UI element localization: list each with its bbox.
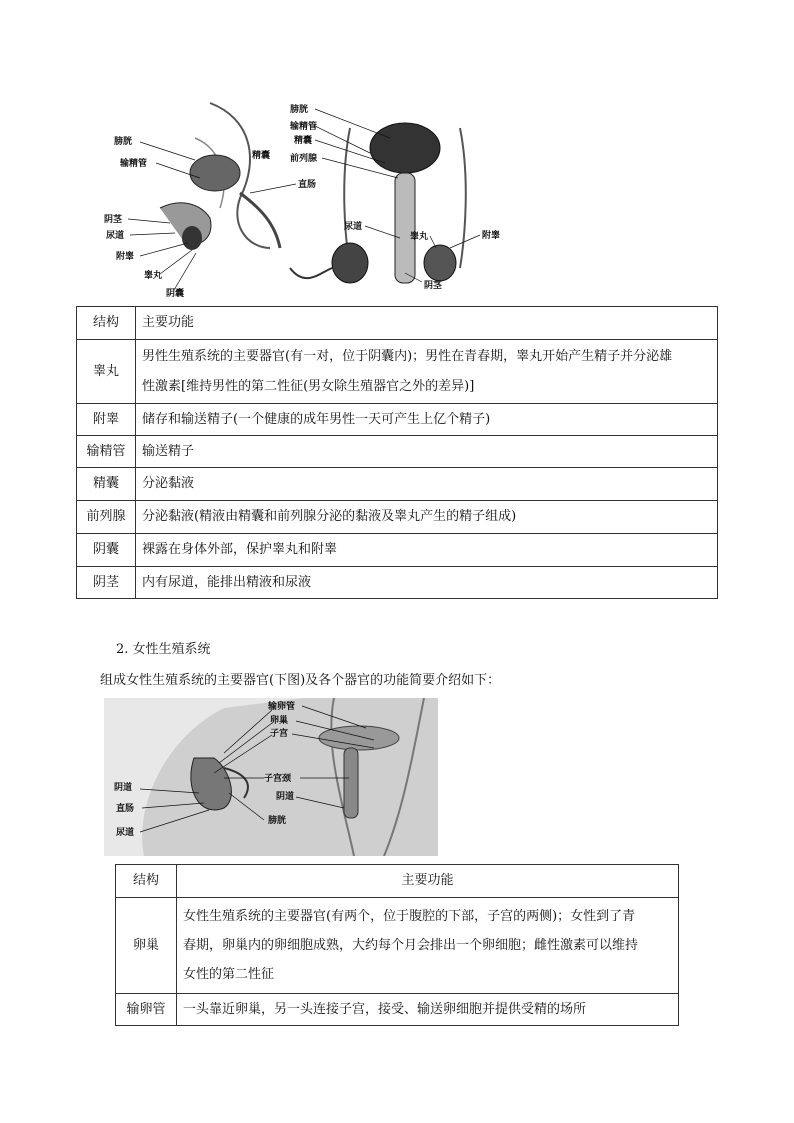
row-function: 储存和输送精子(一个健康的成年男性一天可产生上亿个精子) [136,404,718,436]
label-front-epididymis: 附睾 [482,231,501,241]
section-heading: 2. 女性生殖系统 [116,642,211,657]
label-fallopian-tube: 输卵管 [268,702,296,712]
table-row [77,436,718,468]
row-function-line: 性激素[维持男性的第二性征(男女除生殖器官之外的差异)] [142,378,475,394]
female-structure-table [115,864,679,1026]
label-front-testis: 睾丸 [410,232,429,242]
row-name: 睾丸 [77,340,136,404]
label-scrotum: 阴囊 [166,289,185,299]
row-name: 前列腺 [77,501,136,534]
female-reproductive-figure [104,698,438,856]
row-name: 精囊 [77,468,136,501]
label-urethra: 尿道 [116,828,135,838]
label-ovary: 卵巢 [270,716,289,726]
table-row [77,501,718,534]
label-cervix: 子宫颈 [264,774,292,784]
table-row [77,567,718,599]
row-name: 输卵管 [116,994,177,1026]
row-name: 卵巢 [116,898,177,994]
table-row [77,340,718,404]
label-vagina-side: 阴道 [114,783,133,793]
label-bladder: 膀胱 [268,816,287,826]
table-row [116,994,679,1026]
row-function: 分泌黏液(精液由精囊和前列腺分泌的黏液及睾丸产生的精子组成) [136,501,718,534]
label-rectum: 直肠 [298,180,317,190]
label-rectum: 直肠 [116,804,135,814]
row-function: 输送精子 [136,436,718,468]
male-structure-table [76,306,718,599]
label-seminal-vesicle: 精囊 [252,151,271,161]
label-uterus: 子宫 [270,729,289,739]
label-urethra: 尿道 [106,231,125,241]
row-function [177,898,679,994]
row-function-line: 男性生殖系统的主要器官(有一对，位于阴囊内)；男性在青春期，睾丸开始产生精子并分泌雄 [142,348,673,364]
row-name: 输精管 [77,436,136,468]
label-bladder: 膀胱 [114,137,133,147]
label-front-bladder: 膀胱 [290,105,309,115]
row-name: 阴茎 [77,567,136,599]
row-name: 阴囊 [77,534,136,567]
label-front-prostate: 前列腺 [290,154,318,164]
row-function: 内有尿道，能排出精液和尿液 [136,567,718,599]
table-row [77,468,718,501]
row-function-line: 女性生殖系统的主要器官(有两个，位于腹腔的下部，子宫的两侧)；女性到了青 [183,909,636,924]
label-penis: 阴茎 [104,215,123,225]
table-row [77,534,718,567]
row-function [136,340,718,404]
header-function: 主要功能 [177,865,679,898]
label-front-penis: 阴茎 [424,281,443,291]
male-anatomy-drawing [100,98,510,303]
table-row [116,898,679,994]
label-epididymis: 附睾 [116,252,135,262]
row-function-line: 春期，卵巢内的卵细胞成熟，大约每个月会排出一个卵细胞；雌性激素可以维持 [183,938,639,953]
section-intro: 组成女性生殖系统的主要器官(下图)及各个器官的功能简要介绍如下： [100,673,501,688]
label-vas-deferens: 输精管 [120,159,148,169]
table-row [77,404,718,436]
header-structure: 结构 [116,865,177,898]
label-vagina-front: 阴道 [276,792,295,802]
row-function: 分泌黏液 [136,468,718,501]
row-function: 一头靠近卵巢，另一头连接子宫，接受、输送卵细胞并提供受精的场所 [177,994,679,1026]
male-reproductive-figure [100,98,510,303]
label-front-seminal-vesicle: 精囊 [294,136,313,146]
label-testis: 睾丸 [144,271,163,281]
header-function: 主要功能 [136,307,718,340]
row-name: 附睾 [77,404,136,436]
female-anatomy-drawing [104,698,438,856]
label-front-vas-deferens: 输精管 [290,122,318,132]
table-header-row [116,865,679,898]
row-function-line: 女性的第二性征 [183,967,275,982]
header-structure: 结构 [77,307,136,340]
table-header-row [77,307,718,340]
row-function: 裸露在身体外部，保护睾丸和附睾 [136,534,718,567]
label-front-urethra: 尿道 [344,222,363,232]
